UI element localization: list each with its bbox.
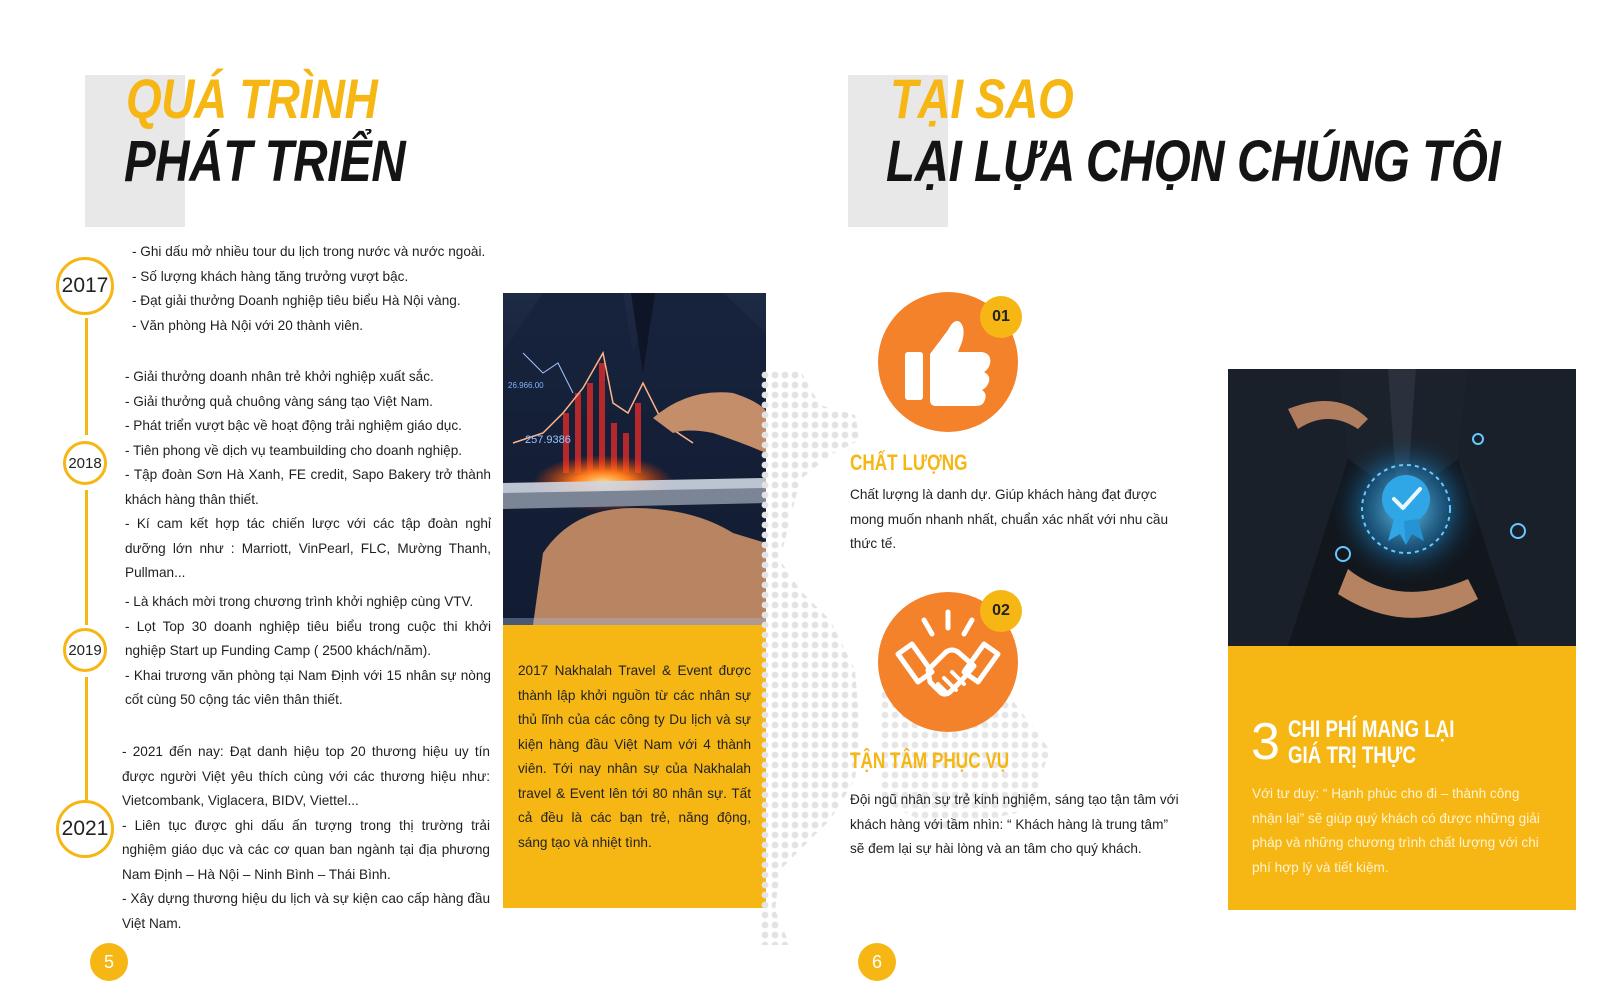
timeline-items-2021: [122, 740, 490, 936]
timeline-year-2021: [56, 800, 114, 858]
timeline-items-2018: [125, 365, 491, 586]
list-item: - Khai trương văn phòng tại Nam Định với 15 nhân sự nòng cốt cùng 50 cộng tác viên thân thiết.: [125, 667, 491, 707]
list-item: - Là khách mời trong chương trình khởi nghiệp cùng VTV.: [125, 594, 474, 609]
timeline-items-2019: [125, 590, 491, 713]
feature-title-quality: CHẤT LƯỢNG: [850, 450, 968, 475]
list-item: - Tập đoàn Sơn Hà Xanh, FE credit, Sapo Bakery trở thành khách hàng thân thiết.: [125, 467, 491, 507]
year-label: 2021: [61, 817, 109, 840]
feature-title-value-line1: CHI PHÍ MANG LẠI: [1288, 716, 1455, 743]
list-item: - Giải thưởng quả chuông vàng sáng tạo Việt Nam.: [125, 393, 433, 409]
finance-chart-illustration: [503, 293, 766, 625]
page-title-line2-left: PHÁT TRIỂN: [124, 129, 406, 194]
page-number-right: [858, 943, 896, 981]
timeline-line: [85, 677, 88, 800]
list-item: - Văn phòng Hà Nội với 20 thành viên.: [132, 317, 364, 333]
page-number-label: 5: [103, 951, 114, 972]
feature-number-3: 3: [1251, 713, 1280, 771]
list-item: - Đạt giải thưởng Doanh nghiệp tiêu biểu Hà Nội vàng.: [132, 293, 461, 308]
page-title-line1-left: QUÁ TRÌNH: [126, 67, 378, 130]
feature-text-service: Đội ngũ nhân sự trẻ kinh nghiệm, sáng tạo tận tâm với khách hàng với tầm nhìn: “ Khách hàng là trung tâm” sẽ đem lại sự hài lòng và an tâm cho quý khách.: [850, 792, 1179, 856]
list-item: - Kí cam kết hợp tác chiến lược với các tập đoàn nghỉ dưỡng lớn như : Marriott, VinPearl, FLC, Mường Thanh, Pullman...: [125, 516, 491, 580]
list-item: - 2021 đến nay: Đạt danh hiệu top 20 thương hiệu uy tín được người Việt yêu thích cùng với các thương hiệu như: Vietcombank, Viglacera, BIDV, Viettel...: [122, 744, 490, 808]
badge-number: 01: [992, 308, 1010, 325]
badge-number: 02: [992, 602, 1010, 619]
list-item: - Liên tục được ghi dấu ấn tượng trong thị trường trải nghiệm giáo dục và các cơ quan ban ngành tại địa phương Nam Định – Hà Nội – Ninh Bình – Thái Bình.: [122, 817, 490, 882]
page-number-label: 6: [871, 951, 882, 972]
feature-badge-02: [980, 590, 1022, 632]
feature-title-service: TẬN TÂM PHỤC VỤ: [850, 748, 1010, 773]
list-item: - Xây dựng thương hiệu du lịch và sự kiện cao cấp hàng đầu Việt Nam.: [122, 891, 490, 931]
business-security-photo: [1228, 369, 1576, 646]
feature-text-quality: Chất lượng là danh dự. Giúp khách hàng đạt được mong muốn nhanh nhất, chuẩn xác nhất với nhu cầu thức tế.: [850, 487, 1169, 551]
chart-number-label: 257.9386: [525, 434, 571, 446]
business-tablet-photo: [503, 293, 766, 625]
list-item: - Tiên phong về dịch vụ teambuilding cho doanh nghiệp.: [125, 442, 463, 458]
page-title-line2-right: LẠI LỰA CHỌN CHÚNG TÔI: [886, 129, 1501, 194]
chart-number-label: 26.966.00: [508, 381, 544, 390]
page-title-line1-right: TẠI SAO: [890, 67, 1074, 130]
list-item: - Giải thưởng doanh nhân trẻ khởi nghiệp xuất sắc.: [125, 369, 434, 384]
feature-text-value: Với tư duy: “ Hạnh phúc cho đi – thành công nhận lại” sẽ giúp quý khách có được những giải pháp và những chương trình chất lượng với chi phí hợp lý và tiết kiệm.: [1252, 786, 1540, 875]
timeline-line: [85, 318, 88, 435]
page-number-left: [90, 943, 128, 981]
quality-badge-icon: [1228, 369, 1576, 646]
list-item: - Lọt Top 30 doanh nghiệp tiêu biểu trong cuộc thi khởi nghiệp Start up Funding Camp ( 2500 khách/năm).: [125, 618, 491, 658]
timeline-line: [85, 490, 88, 625]
timeline-items-2017: [132, 240, 497, 338]
timeline-year-2018: [63, 441, 107, 485]
list-item: - Phát triển vượt bậc về hoạt động trải nghiệm giáo dục.: [125, 418, 462, 433]
year-label: 2018: [68, 454, 102, 472]
feature-badge-01: [980, 296, 1022, 338]
feature-title-value-line2: GIÁ TRỊ THỰC: [1288, 742, 1416, 769]
list-item: - Số lượng khách hàng tăng trưởng vượt bậc.: [132, 268, 409, 284]
timeline-year-2017: [56, 257, 114, 315]
list-item: - Ghi dấu mở nhiều tour du lịch trong nước và nước ngoài.: [132, 244, 486, 259]
company-intro-text: 2017 Nakhalah Travel & Event được thành lập khởi nguồn từ các nhân sự thủ lĩnh của các công ty Du lịch và sự kiện hàng đầu Việt Nam với 4 thành viên. Tới nay nhân sự của Nakhalah travel & Event lên tới 80 nhân sự. Tất cả đều là các bạn trẻ, năng động, sáng tạo và nhiệt tình.: [518, 663, 751, 850]
year-label: 2017: [61, 274, 109, 297]
year-label: 2019: [68, 641, 102, 659]
timeline-year-2019: [63, 628, 107, 672]
